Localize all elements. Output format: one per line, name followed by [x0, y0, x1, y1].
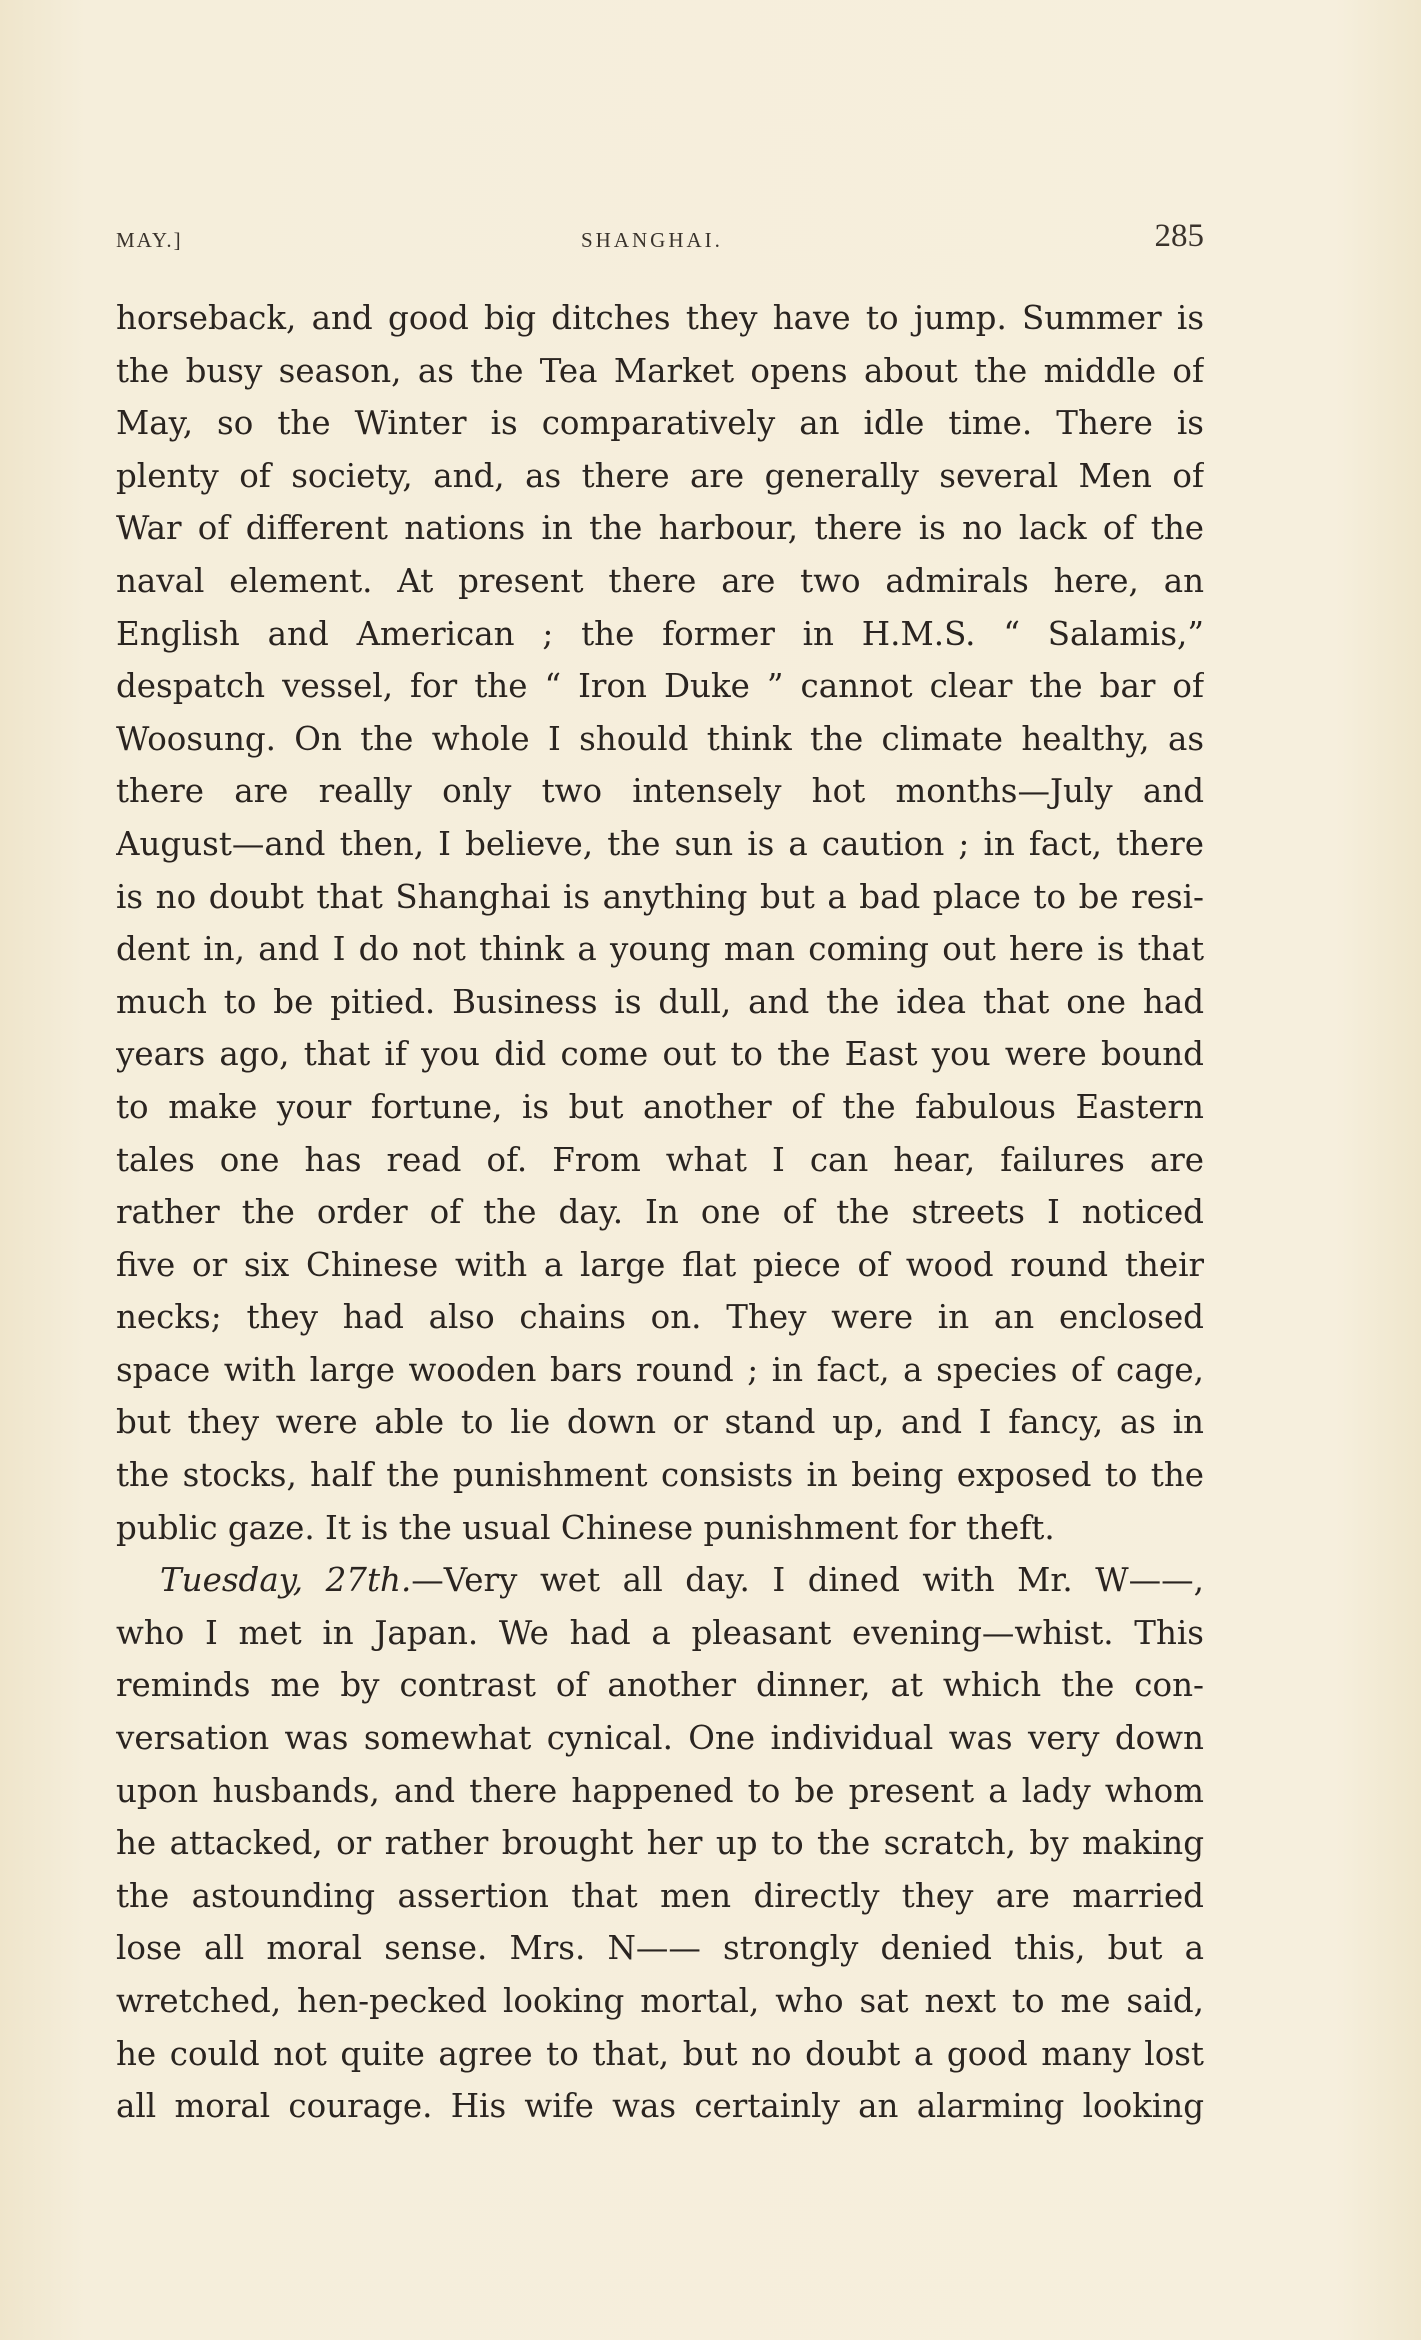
text-line: five or six Chinese with a large flat piece of wood round their — [116, 1245, 1204, 1284]
running-head-month: MAY.] — [116, 228, 183, 252]
text-line: necks; they had also chains on. They were in an enclosed — [116, 1298, 1204, 1337]
text-line: public gaze. It is the usual Chinese punishment for theft. — [116, 1508, 1055, 1547]
text-line: naval element. At present there are two admirals here, an — [116, 561, 1204, 600]
text-line: versation was somewhat cynical. One individual was very down — [116, 1719, 1204, 1758]
text-line: horseback, and good big ditches they have to jump. Summer is — [116, 299, 1204, 337]
body-text — [116, 292, 1204, 2133]
text-line: he could not quite agree to that, but no doubt a good many lost — [116, 2034, 1204, 2073]
text-line: the stocks, half the punishment consists in being exposed to the — [116, 1456, 1204, 1495]
text-line: War of different nations in the harbour, there is no lack of the — [116, 509, 1204, 548]
text-line: lose all moral sense. Mrs. N—— strongly denied this, but a — [116, 1929, 1204, 1968]
text-line: much to be pitied. Business is dull, and the idea that one had — [116, 982, 1204, 1021]
text-line: wretched, hen-pecked looking mortal, who sat next to me said, — [116, 1982, 1204, 2020]
running-head-title: SHANGHAI. — [581, 228, 723, 252]
text-line: he attacked, or rather brought her up to the scratch, by making — [116, 1824, 1204, 1863]
text-line: reminds me by contrast of another dinner, at which the con- — [116, 1666, 1204, 1705]
running-head — [116, 218, 1204, 268]
text-line: but they were able to lie down or stand up, and I fancy, as in — [116, 1403, 1204, 1442]
text-line: years ago, that if you did come out to the East you were bound — [116, 1035, 1204, 1074]
text-line: all moral courage. His wife was certainly an alarming looking — [116, 2087, 1204, 2126]
text-line: to make your fortune, is but another of the fabulous Eastern — [116, 1087, 1204, 1126]
text-line: dent in, and I do not think a young man coming out here is that — [116, 930, 1204, 969]
text-line: upon husbands, and there happened to be present a lady whom — [116, 1771, 1204, 1810]
text-line: English and American ; the former in H.M.S. “ Salamis,” — [116, 614, 1204, 653]
text-line: the astounding assertion that men directly they are married — [116, 1876, 1204, 1915]
text-line: Woosung. On the whole I should think the climate healthy, as — [116, 719, 1204, 758]
text-line: who I met in Japan. We had a pleasant evening—whist. This — [116, 1613, 1204, 1652]
diary-entry-first-line — [116, 1554, 1204, 1607]
text-line: August—and then, I believe, the sun is a caution ; in fact, there — [116, 824, 1204, 863]
text-line: the busy season, as the Tea Market opens about the middle of — [116, 351, 1204, 390]
text-line: is no doubt that Shanghai is anything but a bad place to be resi- — [116, 877, 1204, 916]
text-line: space with large wooden bars round ; in fact, a species of cage, — [116, 1350, 1204, 1389]
text-line: rather the order of the day. In one of the streets I noticed — [116, 1193, 1204, 1232]
text-line: plenty of society, and, as there are generally several Men of — [116, 456, 1204, 495]
text-line: tales one has read of. From what I can hear, failures are — [116, 1140, 1204, 1179]
text-line: there are really only two intensely hot months—July and — [116, 772, 1204, 811]
text-line: May, so the Winter is comparatively an idle time. There is — [116, 404, 1204, 443]
diary-entry-date: Tuesday, 27th. — [160, 1561, 412, 1600]
diary-entry-text: —Very wet all day. I dined with Mr. W——, — [411, 1561, 1204, 1600]
page-number: 285 — [1154, 218, 1204, 254]
text-line: despatch vessel, for the “ Iron Duke ” cannot clear the bar of — [116, 667, 1204, 706]
